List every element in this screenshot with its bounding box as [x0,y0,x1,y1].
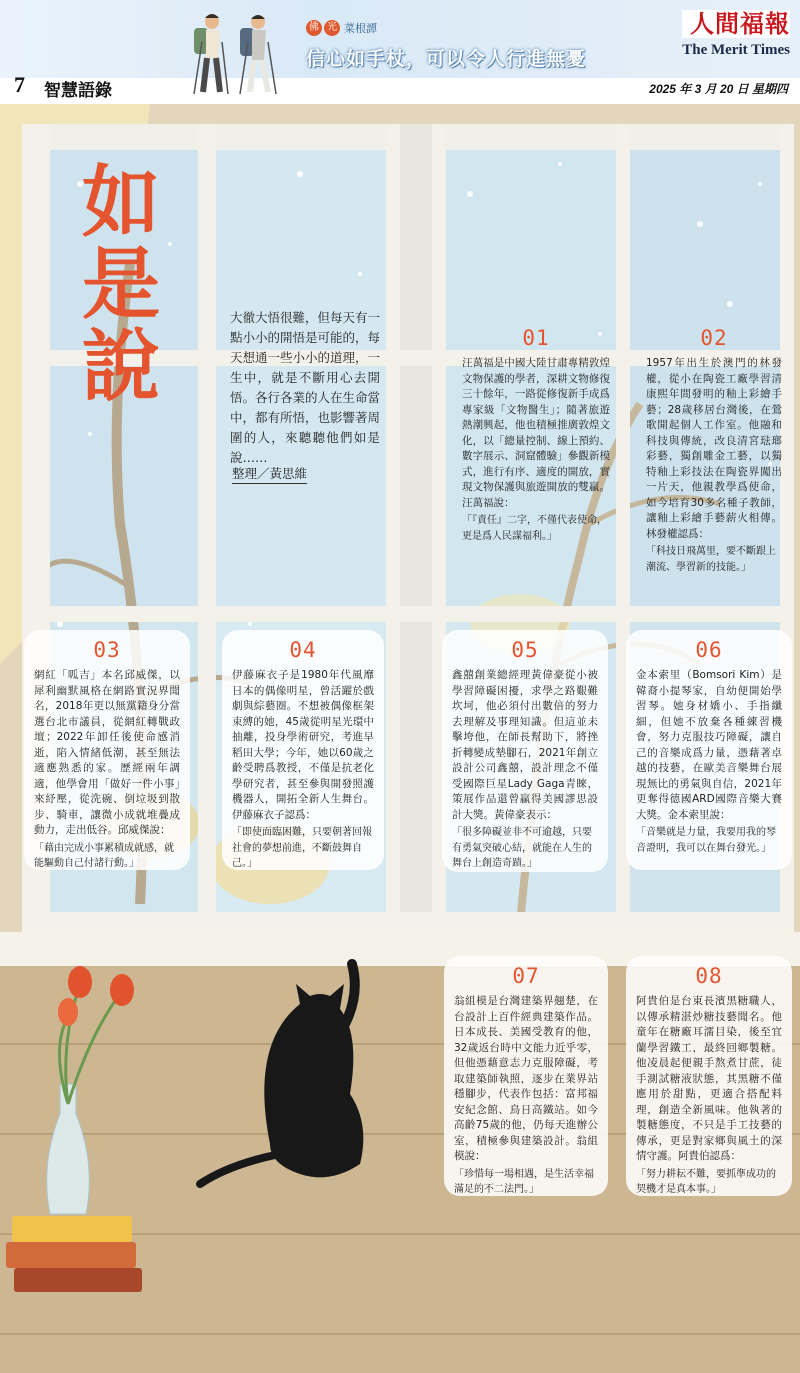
series-tag: 菜根譚 [344,22,377,35]
series-dot: 佛 [306,20,322,36]
page-number: 7 [14,72,25,97]
quote-card [452,318,620,552]
column-series-label [306,20,377,36]
issue-date: 2025 年 3 月 20 日 星期四 [649,82,788,96]
masthead-chinese: 人間福報 [682,10,790,38]
card-number: 08 [695,964,723,988]
card-number: 01 [522,326,550,350]
newspaper-masthead [682,10,790,59]
quote-card [626,630,792,870]
card-body: 1957年出生於澳門的林發權，從小在陶瓷工廠學習清康熙年間發明的釉上彩繪手藝；28歲移居台灣後，在鶯歌開起個人工作室。他融和科技與傳統，改良清宮琺瑯彩藝，獨創雕金工藝，以獨特釉上彩技法在陶瓷界闖出一片天，他親教學爲使命，如今培育30多名種子教師，讓釉上彩繪手藝薪火相傳。林發權認爲： [646,357,782,540]
masthead-english: The Merit Times [682,42,790,58]
section-title: 智慧語錄 [44,81,112,101]
card-quote: 「藉由完成小事累積成就感，就能驅動自己付諸行動。」 [34,842,174,869]
card-number: 05 [511,638,539,662]
quote-card [636,318,792,583]
quote-card [444,956,608,1196]
card-body: 網紅「呱吉」本名邱威傑，以犀利幽默風格在網路實況界聞名，2018年更以無黨籍身分當選台北市議員，從網紅轉戰政壇；2022年卸任後使命感消逝，陷入情緒低潮，甚至無法適應熟悉的家。歷經兩年調適，他學會用「做好一件小事」來紓壓，從洗碗、倒垃圾到散步、騎車，讓微小成就堆疊成動力，走出低谷。邱威傑說： [34,669,180,836]
title-char: 說 [81,321,160,412]
card-body: 阿貴伯是台東長濱黑糖職人，以傳承精湛炒糖技藝聞名。他童年在糖廠耳濡目染，後至宜蘭學習鐵工，最終回鄉製糖。他凌晨起便親手熬煮甘蔗，徒手測試糖液狀態，其黑糖不僅應用於甜點，更適合搭配料理，創造全新風味。他執著的製糖態度，不只是手工技藝的傳承，更是對家鄉與風土的深情守護。阿貴伯認爲： [636,995,782,1162]
card-quote: 「很多障礙並非不可逾越，只要有勇氣突破心結，就能在人生的舞台上創造奇蹟。」 [452,827,592,869]
title-char: 是 [81,239,160,330]
header-slogan: 信心如手杖，可以令人行進無憂 [306,48,587,70]
card-body: 鑫囍創業總經理黃偉豪從小被學習障礙困擾，求學之路艱難坎坷，他必須付出數倍的努力去理解及事理知識。但這並未擊垮他，在師長幫助下，將挫折轉變成墊腳石，2021年創立設計公司鑫囍，設計理念不僅受國際巨星Lady Gaga青睞，策展作品還曾贏得美國謬思設計大獎。黃偉豪表示： [452,669,598,821]
quote-card [626,956,792,1196]
feature-intro: 大徹大悟很難，但每天有一點小小的開悟是可能的，每天想通一些小小的道理，一生中，就是不斷用心去開悟。各行各業的人在生命當中，都有所悟，也影響著周圍的人，來聽聽他們如是說…… [230,310,381,465]
card-quote: 「音樂就是力量，我要用我的琴音證明，我可以在舞台發光。」 [636,827,776,854]
card-quote: 「『責任』二字，不僅代表使命，更是爲人民謀福利。」 [462,515,607,542]
card-number: 02 [700,326,728,350]
card-number: 04 [289,638,317,662]
quote-card [222,630,384,870]
title-char: 如 [81,157,160,248]
card-number: 03 [93,638,121,662]
feature-title [76,157,166,412]
card-quote: 「即使面臨困難，只要朝著回報社會的夢想前進，不斷鼓舞自己。」 [232,827,372,869]
feature-credit: 整理／黃思維 [232,464,307,484]
card-quote: 「珍惜每一場相遇，是生活幸福滿足的不二法門。」 [454,1168,594,1195]
card-body: 翁組模是台灣建築界翹楚，在台設計上百件經典建築作品。日本成長、美國受教育的他，32歲返台時中文能力近乎零，但他憑藉意志力克服障礙，考取建築師執照，逐步在業界站穩腳步，代表作包括：富邦福安紀念館、鳥日高鐵站。如今高齡75歲的他，仍每天進辦公室，積極參與建築設計。翁組模說： [454,995,598,1162]
card-number: 06 [695,638,723,662]
hikers-illustration [176,8,296,98]
card-quote: 「努力耕耘不難，要抓準成功的契機才是真本事。」 [636,1168,776,1195]
card-number: 07 [512,964,540,988]
card-body: 汪萬福是中國大陸甘肅專精敦煌文物保護的學者，深耕文物修復三十餘年，一路從修復新手成爲專家級「文物醫生」；隨著旅遊熱潮興起，他也積極推廣敦煌文化，以「總量控制、線上預約、數字展示、洞窟體驗」參觀新模式，進行有序、適度的開放，實現文物保護與旅遊開放的雙贏。汪萬福說： [462,357,610,509]
quote-card [24,630,190,870]
page-header [0,0,800,104]
card-body: 伊藤麻衣子是1980年代風靡日本的偶像明星，曾活躍於戲劇與綜藝圈。不想被偶像框架束縛的她，45歲從明星光環中抽離，投身學術研究，考進早稻田大學；今年，她以60歲之齡受聘爲教授，不僅是抗老化學研究者，甚至參與開發照護機器人，開拓全新人生舞台。伊藤麻衣子認爲： [232,669,374,821]
card-body: 金本索里（Bomsori Kim）是韓裔小提琴家，自幼便開始學習琴。她身材嬌小、手指纖細，但她不放棄各種練習機會，努力克服技巧障礙，讓自己的音樂成爲力量，憑藉著卓越的技藝，在歐美音樂舞台展現無比的勇氣與自信，2021年更奪得德國ARD國際音樂大賽大獎。金本索里說： [636,669,782,821]
feature-artwork [0,104,800,1373]
card-quote: 「科技日飛萬里，要不斷跟上潮流、學習新的技能。」 [646,546,776,573]
quote-card [442,630,608,872]
series-dot: 光 [324,20,340,36]
